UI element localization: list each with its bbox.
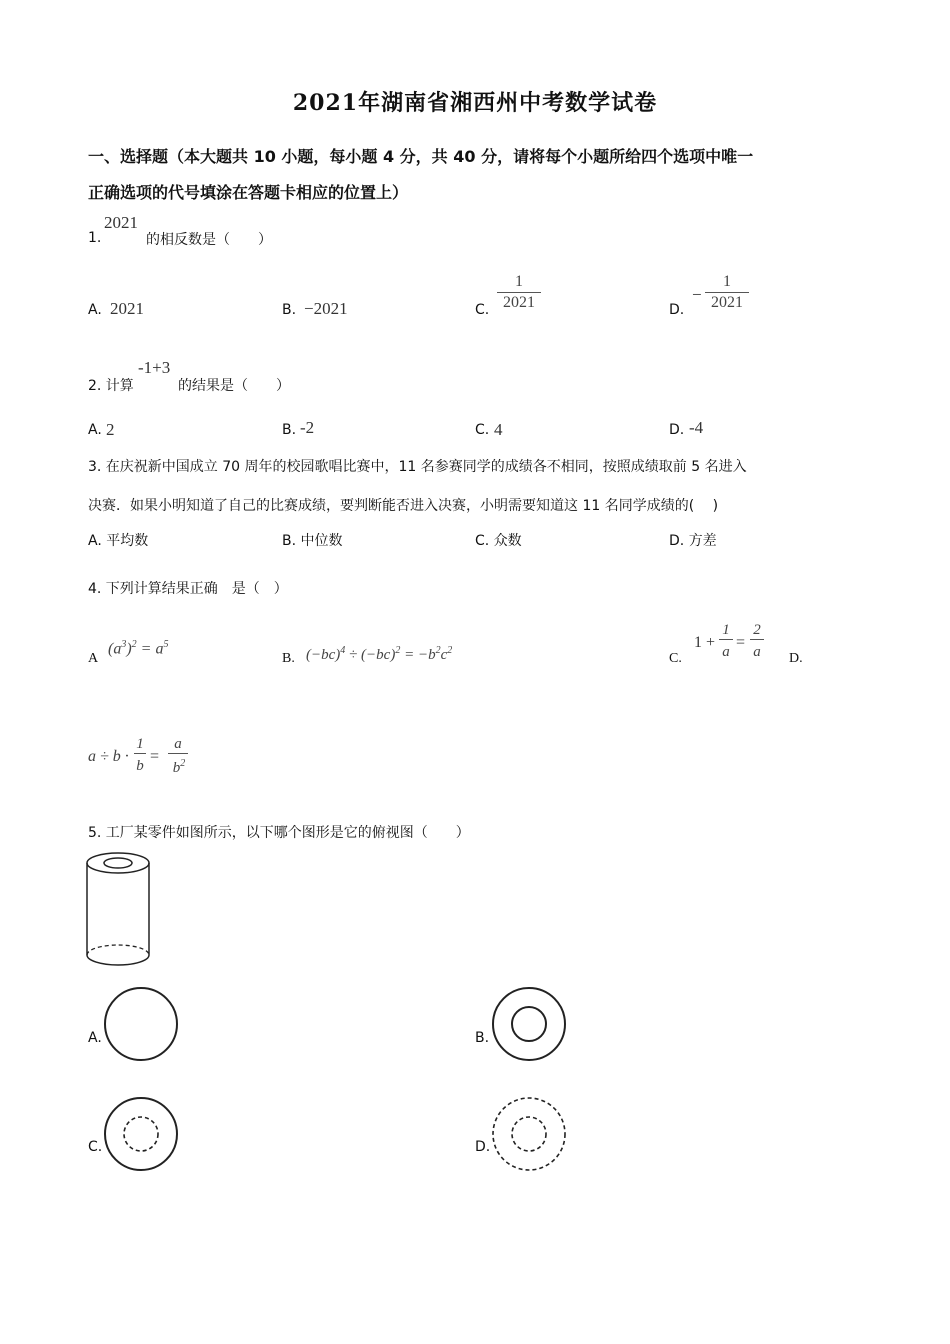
option-label: B. [282,533,297,549]
option-label[interactable]: A. [88,1030,102,1046]
option-label[interactable]: A [88,651,99,666]
fraction-bar [497,292,541,293]
option-text: 平均数 [106,533,149,549]
question-text: 的结果是（ ） [178,378,290,394]
denominator: 2021 [503,294,535,311]
option-value[interactable]: 4 [494,420,503,439]
option-label[interactable]: D. [789,651,803,666]
option-label[interactable]: B. [282,651,295,666]
denominator: 2021 [711,294,743,311]
formula-b[interactable]: $(-bc)^4 \div (-bc)^2 = -b^2c^2$ [306,645,453,663]
denominator: a [722,644,730,660]
option-value[interactable]: 2021 [110,299,144,318]
option-value[interactable]: −2021 [304,299,348,318]
fraction-bar [705,292,749,293]
equals: = [736,634,746,651]
option-label[interactable]: C. [669,651,682,666]
denominator: b [136,758,144,774]
option-text: 方差 [688,533,717,549]
section-heading-line2: 正确选项的代号填涂在答题卡相应的位置上） [88,183,409,202]
option-label[interactable]: D. [669,422,685,438]
option-b-figure[interactable] [490,985,570,1065]
option-label[interactable]: C. [475,422,490,438]
option-label[interactable]: D. [475,1139,491,1155]
option-text: 众数 [493,533,522,549]
question-text: 的相反数是（ ） [146,232,272,248]
option-label[interactable]: C. [88,1139,103,1155]
option-label: C. [475,533,490,549]
numerator: 1 [719,622,733,640]
option-label: A. [88,533,102,549]
denominator: $b^2$ [172,758,186,776]
question-text-line2: 决赛．如果小明知道了自己的比赛成绩，要判断能否进入决赛，小明需要知道这 11 名同学成绩的( ) [88,498,719,514]
minus-sign: − [692,285,702,304]
numerator: 1 [134,736,146,754]
option-label[interactable]: D. [669,302,685,318]
option-b[interactable] [282,530,343,550]
option-text: 中位数 [300,533,343,549]
question-number: 2. 计算 [88,378,134,394]
math-expression: 2021 [104,213,138,232]
option-d-figure[interactable] [490,1095,570,1175]
cylinder-part-figure [84,850,156,972]
formula-c[interactable] [694,620,774,670]
section-heading-line1: 一、选择题（本大题共 10 小题，每小题 4 分，共 40 分，请将每个小题所给四个选项中唯一 [88,147,754,166]
math-expression: -1+3 [138,358,171,377]
question-number: 1. [88,230,102,246]
question-text: 5. 工厂某零件如图所示，以下哪个图形是它的俯视图（ ） [88,825,470,841]
denominator: a [753,644,761,660]
option-label: D. [669,533,685,549]
numerator: 1 [515,273,523,290]
fraction[interactable] [705,273,749,312]
numerator: a [168,736,188,754]
option-a-figure[interactable] [102,985,182,1065]
option-label[interactable]: B. [282,302,297,318]
option-a[interactable] [88,530,148,550]
option-d[interactable] [669,530,717,550]
question-text: 4. 下列计算结果正确 是（ ） [88,581,288,597]
question-text-line1: 3. 在庆祝新中国成立 70 周年的校园歌唱比赛中，11 名参赛同学的成绩各不相同，按照成绩取前 5 名进入 [88,459,747,475]
option-value[interactable]: -2 [300,418,315,437]
option-label[interactable]: B. [475,1030,490,1046]
option-c-figure[interactable] [102,1095,182,1175]
math-term: a ÷ b · [88,748,129,765]
option-value[interactable]: -4 [689,418,704,437]
page-title: 2021年湖南省湘西州中考数学试卷 [292,90,658,116]
option-value[interactable]: 2 [106,420,115,439]
option-label[interactable]: C. [475,302,490,318]
formula-d[interactable] [88,735,198,785]
numerator: 1 [723,273,731,290]
option-label[interactable]: B. [282,422,297,438]
fraction[interactable] [497,273,541,312]
formula-a[interactable]: $(a^3)^2 = a^5$ [108,639,169,658]
option-label[interactable]: A. [88,422,102,438]
option-c[interactable] [475,530,522,550]
numerator: 2 [750,622,764,640]
option-label[interactable]: A. [88,302,102,318]
equals: = [150,748,160,765]
math-term: 1 + [694,634,716,651]
